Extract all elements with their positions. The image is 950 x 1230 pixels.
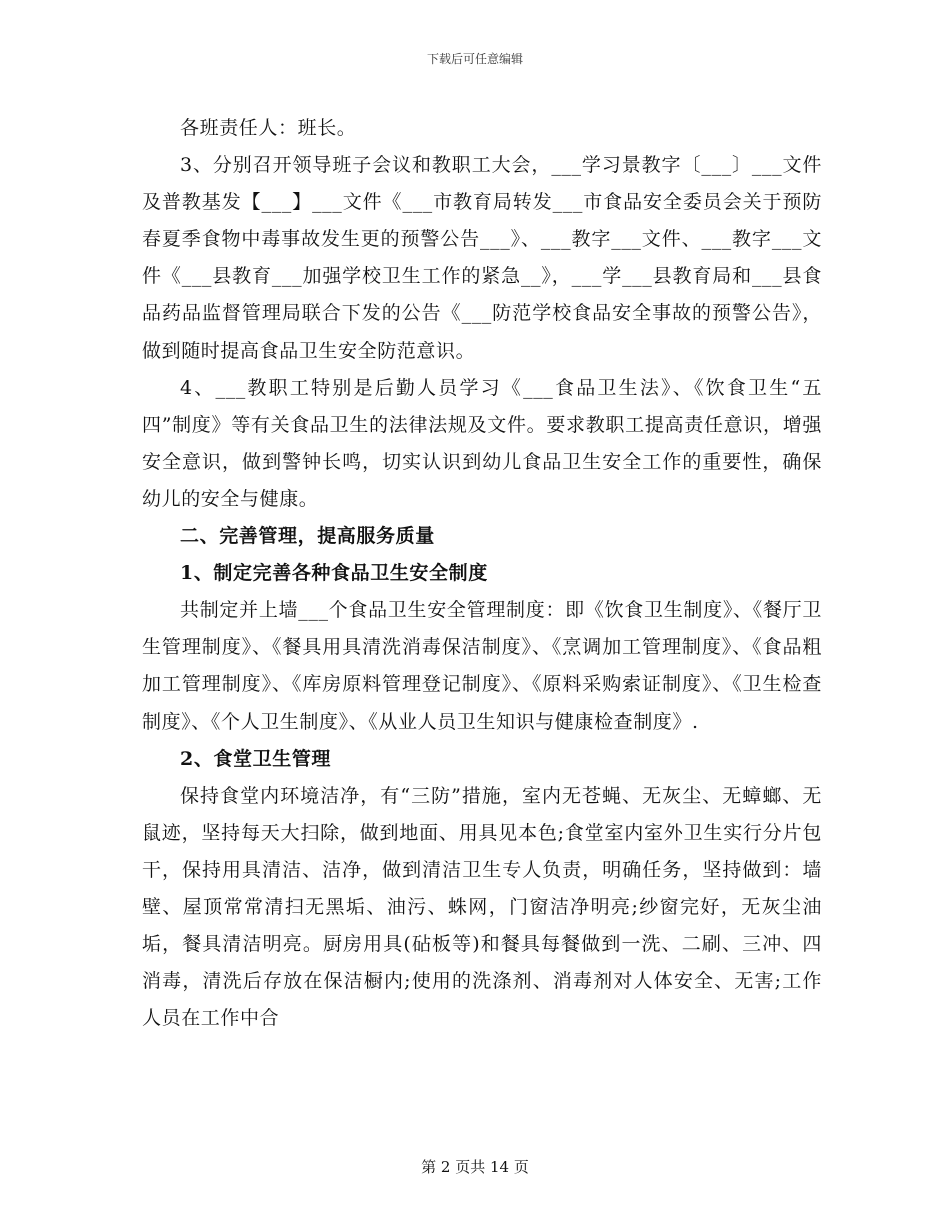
page-footer: 第 2 页共 14 页 [421, 1158, 529, 1176]
paragraph-canteen: 保持食堂内环境洁净，有“三防”措施，室内无苍蝇、无灰尘、无蟑螂、无鼠迹，坚持每天大扫除，做到地面、用具见本色;食堂室内室外卫生实行分片包干，保持用具清洁、洁净，做到清洁卫生专人负责，明确任务，坚持做到：墙壁、屋顶常常清扫无黑垢、油污、蛛网，门窗洁净明亮;纱窗完好，无灰尘油垢，餐具清洁明亮。厨房用具(砧板等)和餐具每餐做到一洗、二刷、三冲、四消毒，清洗后存放在保洁橱内;使用的洗涤剂、消毒剂对人体安全、无害;工作人员在工作中合 [142, 784, 822, 1030]
page-header: 下载后可任意编辑 [426, 52, 523, 66]
subheading-2: 2、食堂卫生管理 [180, 747, 332, 770]
subheading-1: 1、制定完善各种食品卫生安全制度 [180, 562, 488, 585]
section-heading-2: 二、完善管理，提高服务质量 [180, 525, 435, 548]
paragraph-responsible: 各班责任人：班长。 [180, 117, 357, 139]
document-body [142, 110, 822, 1037]
paragraph-item-4: 4、___教职工特别是后勤人员学习《___食品卫生法》、《饮食卫生“五四”制度》等有关食品卫生的法律法规及文件。要求教职工提高责任意识，增强安全意识，做到警钟长鸣，切实认识到幼儿食品卫生安全工作的重要性，确保幼儿的安全与健康。 [142, 376, 822, 510]
paragraph-item-3: 3、分别召开领导班子会议和教职工大会，___学习景教字〔___〕___文件及普教基发【___】___文件《___市教育局转发___市食品安全委员会关于预防春夏季食物中毒事故发生更的预警公告___》、___教字___文件、___教字___文件《___县教育___加强学校卫生工作的紧急__》，___学___县教育局和___县食品药品监督管理局联合下发的公告《___防范学校食品安全事故的预警公告》，做到随时提高食品卫生安全防范意识。 [142, 154, 822, 362]
paragraph-rules: 共制定并上墙___个食品卫生安全管理制度：即《饮食卫生制度》、《餐厅卫生管理制度》、《餐具用具清洗消毒保洁制度》、《烹调加工管理制度》、《食品粗加工管理制度》、《库房原料管理登记制度》、《原料采购索证制度》、《卫生检查制度》、《个人卫生制度》、《从业人员卫生知识与健康检查制度》. [142, 599, 822, 733]
